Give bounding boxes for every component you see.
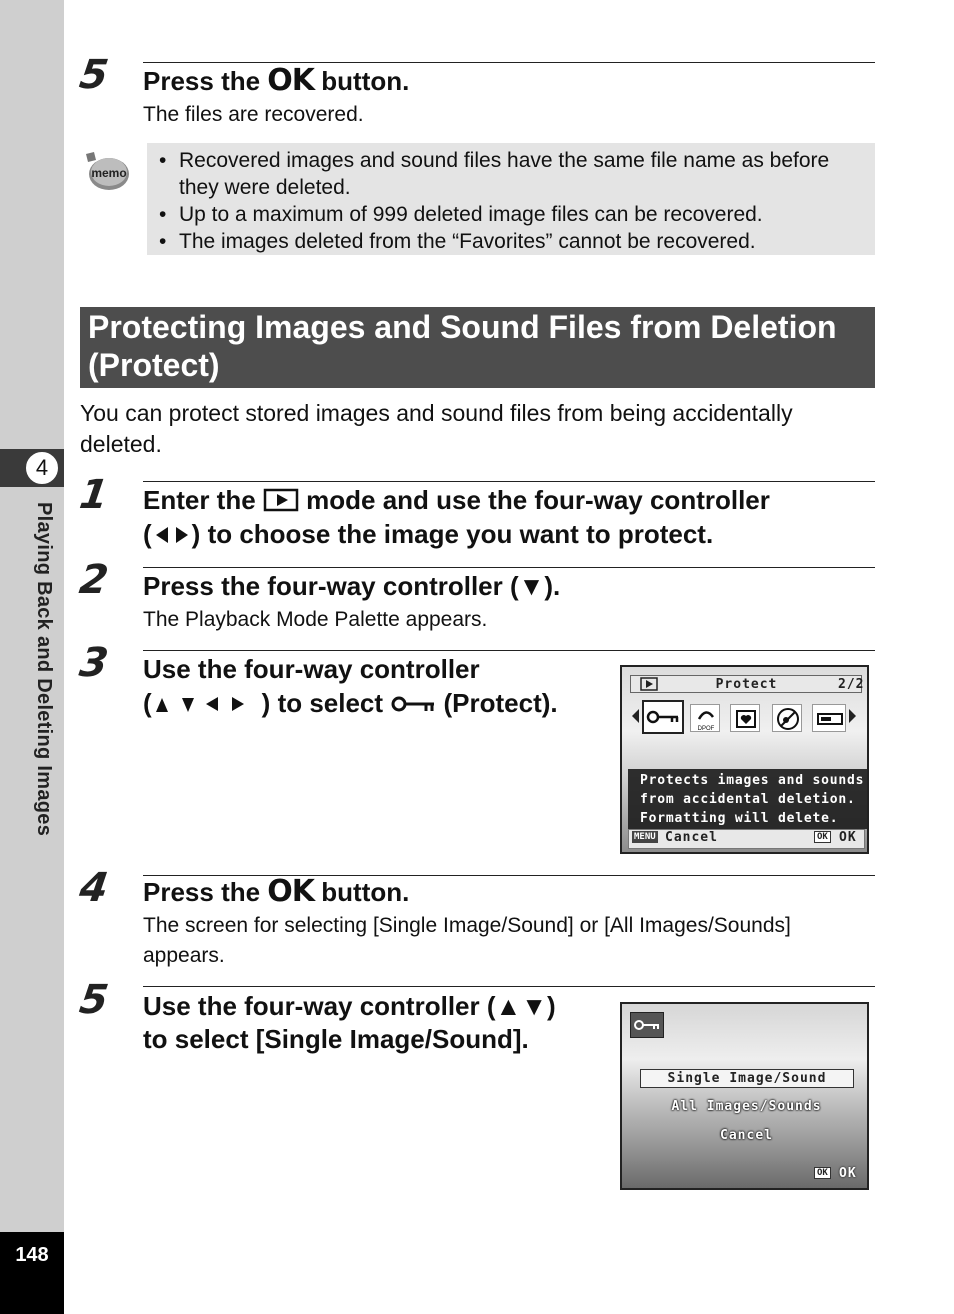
step-number: 1 <box>76 472 112 518</box>
page-indicator: 2/2 <box>838 677 865 692</box>
camera-screen-select <box>620 1002 869 1190</box>
step-number: 3 <box>76 640 112 686</box>
chapter-number: 4 <box>24 450 60 486</box>
heading-text: Press the <box>143 877 268 907</box>
heading-text: Press the <box>143 66 268 96</box>
four-way-arrows-icon <box>152 694 262 714</box>
heading-text: (Protect). <box>436 688 558 718</box>
step-heading: Use the four-way controller (▲▼) <box>143 991 556 1021</box>
resize-icon <box>813 705 847 733</box>
protect-badge <box>630 1012 664 1038</box>
step-divider <box>143 567 875 568</box>
step-heading: Use the four-way controller <box>143 654 480 684</box>
step-heading <box>143 64 409 98</box>
camera-screen-protect <box>620 665 869 854</box>
description-line: from accidental deletion. <box>640 792 856 807</box>
memo-item: • Up to a maximum of 999 deleted image files can be recovered. <box>159 201 863 228</box>
step-divider <box>143 481 875 482</box>
heading-text: to choose the image you want to protect. <box>200 519 714 549</box>
heading-text: button. <box>314 877 410 907</box>
step-number: 4 <box>76 865 112 911</box>
memo-box <box>147 143 875 255</box>
option-all-images-sounds[interactable]: All Images/Sounds <box>671 1099 822 1114</box>
step-body: The Playback Mode Palette appears. <box>143 608 488 631</box>
key-icon <box>631 1013 663 1037</box>
palette-item-dpof[interactable] <box>690 704 720 732</box>
option-single-image-sound[interactable]: Single Image/Sound <box>640 1069 854 1088</box>
heading-text: Enter the <box>143 485 263 515</box>
palette-item-favorites[interactable] <box>730 704 760 732</box>
key-icon <box>644 702 682 732</box>
ok-label[interactable]: OK <box>839 830 857 845</box>
ok-key-badge: OK <box>814 1167 831 1179</box>
palette-item-no-sound[interactable] <box>772 704 802 732</box>
menu-key-badge: MENU <box>634 832 656 842</box>
step-body: The files are recovered. <box>143 103 364 126</box>
step-heading <box>143 483 770 517</box>
ok-key-badge: OK <box>814 831 831 843</box>
section-title: Protecting Images and Sound Files from Deletion (Protect) <box>80 307 875 388</box>
screen-title: Protect <box>715 677 778 692</box>
step-heading: Press the four-way controller (▼). <box>143 571 561 601</box>
favorites-icon <box>731 705 761 733</box>
key-icon <box>390 694 436 714</box>
heading-text: mode and use the four-way controller <box>298 485 770 515</box>
palette-item-protect[interactable] <box>642 700 684 734</box>
memo-icon <box>82 150 130 194</box>
palette-left-arrow-icon[interactable] <box>632 709 640 723</box>
step-divider <box>143 62 875 63</box>
step-number: 5 <box>76 52 112 98</box>
no-sound-icon <box>773 705 803 733</box>
heading-text: button. <box>314 66 410 96</box>
step-divider <box>143 986 875 987</box>
step-number: 2 <box>76 557 112 603</box>
heading-text: to select <box>270 688 391 718</box>
step-heading-line2: to select [Single Image/Sound]. <box>143 1024 529 1054</box>
dpof-label: DPOF <box>697 726 715 732</box>
palette-item-resize[interactable] <box>812 704 846 732</box>
memo-icon-label: memo <box>91 166 127 180</box>
ok-button-glyph: OK <box>267 63 315 98</box>
cancel-label[interactable]: Cancel <box>665 830 718 845</box>
step-heading-line2: ( ) to choose the image you want to protect. <box>143 519 714 549</box>
memo-item: • Recovered images and sound files have the same file name as before they were deleted. <box>159 147 863 201</box>
description-line: Formatting will delete. <box>640 811 839 826</box>
left-right-arrows-icon <box>152 525 192 545</box>
ok-label[interactable]: OK <box>839 1166 857 1181</box>
step-number: 5 <box>76 977 112 1023</box>
ok-button-glyph: OK <box>267 874 315 909</box>
chapter-title: Playing Back and Deleting Images <box>33 502 55 837</box>
description-line: Protects images and sounds <box>640 773 865 788</box>
step-body: The screen for selecting [Single Image/Sound] or [All Images/Sounds] appears. <box>143 914 791 967</box>
step-heading-line2: ( ) to select (Protect). <box>143 688 558 718</box>
option-cancel[interactable]: Cancel <box>720 1128 773 1143</box>
step-divider <box>143 650 875 651</box>
section-intro: You can protect stored images and sound files from being accidentally deleted. <box>80 400 793 457</box>
dpof-icon <box>691 705 721 733</box>
page-number: 148 <box>15 1244 49 1266</box>
description-text <box>640 771 864 828</box>
palette-right-arrow-icon[interactable] <box>848 709 856 723</box>
playback-mode-icon <box>263 488 299 512</box>
memo-item: • The images deleted from the “Favorites” cannot be recovered. <box>159 228 863 255</box>
step-heading <box>143 875 409 909</box>
